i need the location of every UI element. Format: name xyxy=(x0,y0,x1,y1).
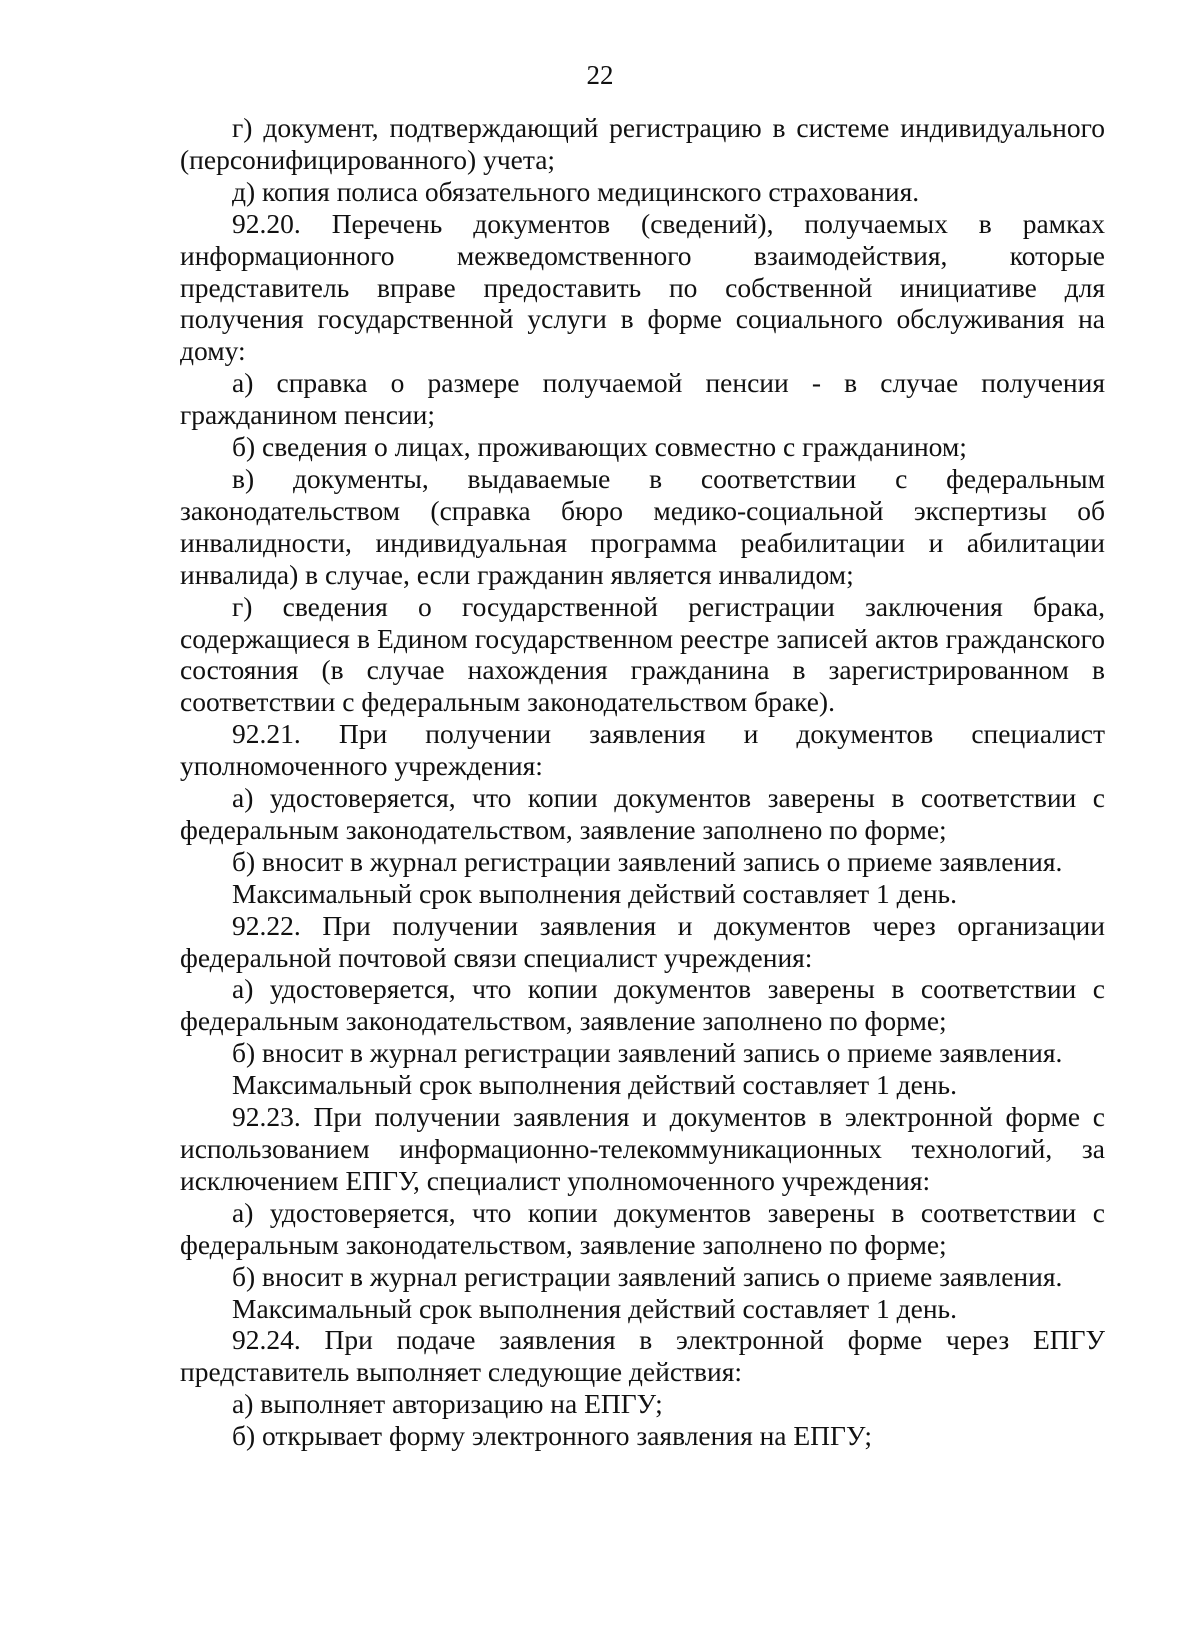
page-number: 22 xyxy=(586,60,614,90)
paragraph: в) документы, выдаваемые в соответствии с федеральным законодательством (справка бюро медико-социальной экспертизы об инвалидности, индивидуальная программа реабилитации и абилитации инвалида) в случае, если гражданин является инвалидом; xyxy=(180,462,1105,590)
paragraph: б) вносит в журнал регистрации заявлений запись о приеме заявления. xyxy=(232,1037,1063,1069)
paragraph: г) документ, подтверждающий регистрацию в системе индивидуального (персонифицированного) учета; xyxy=(180,112,1105,175)
paragraph: б) вносит в журнал регистрации заявлений запись о приеме заявления. xyxy=(232,845,1063,877)
document-body xyxy=(180,112,1105,1452)
paragraph: Максимальный срок выполнения действий составляет 1 день. xyxy=(232,1292,957,1324)
paragraph: 92.21. При получении заявления и документов специалист уполномоченного учреждения: xyxy=(180,718,1105,782)
paragraph: б) вносит в журнал регистрации заявлений запись о приеме заявления. xyxy=(232,1260,1063,1292)
paragraph: б) сведения о лицах, проживающих совместно с гражданином; xyxy=(232,431,967,463)
paragraph: а) удостоверяется, что копии документов заверены в соответствии с федеральным законодательством, заявление заполнено по форме; xyxy=(180,1196,1105,1260)
paragraph: 92.22. При получении заявления и документов через организации федеральной почтовой связи специалист учреждения: xyxy=(180,909,1105,973)
paragraph: 92.20. Перечень документов (сведений), получаемых в рамках информационного межведомственного взаимодействия, которые представитель вправе предоставить по собственной инициативе для получения государственной услуги в форме социального обслуживания на дому: xyxy=(180,207,1105,367)
paragraph: а) удостоверяется, что копии документов заверены в соответствии с федеральным законодательством, заявление заполнено по форме; xyxy=(180,973,1105,1037)
paragraph: г) сведения о государственной регистрации заключения брака, содержащиеся в Едином государственном реестре записей актов гражданского состояния (в случае нахождения гражданина в зарегистрированном в соответствии с федеральным законодательством браке). xyxy=(180,590,1105,718)
paragraph: а) справка о размере получаемой пенсии - в случае получения гражданином пенсии; xyxy=(180,367,1105,431)
paragraph: Максимальный срок выполнения действий составляет 1 день. xyxy=(232,1069,957,1101)
paragraph: д) копия полиса обязательного медицинского страхования. xyxy=(232,175,920,207)
paragraph: 92.23. При получении заявления и документов в электронной форме с использованием информационно-телекоммуникационных технологий, за исключением ЕПГУ, специалист уполномоченного учреждения: xyxy=(180,1101,1105,1196)
paragraph: б) открывает форму электронного заявления на ЕПГУ; xyxy=(232,1420,873,1452)
paragraph: 92.24. При подаче заявления в электронной форме через ЕПГУ представитель выполняет следующие действия: xyxy=(180,1324,1105,1388)
paragraph: а) удостоверяется, что копии документов заверены в соответствии с федеральным законодательством, заявление заполнено по форме; xyxy=(180,782,1105,845)
paragraph: а) выполняет авторизацию на ЕПГУ; xyxy=(232,1388,663,1420)
paragraph: Максимальный срок выполнения действий составляет 1 день. xyxy=(232,877,957,909)
